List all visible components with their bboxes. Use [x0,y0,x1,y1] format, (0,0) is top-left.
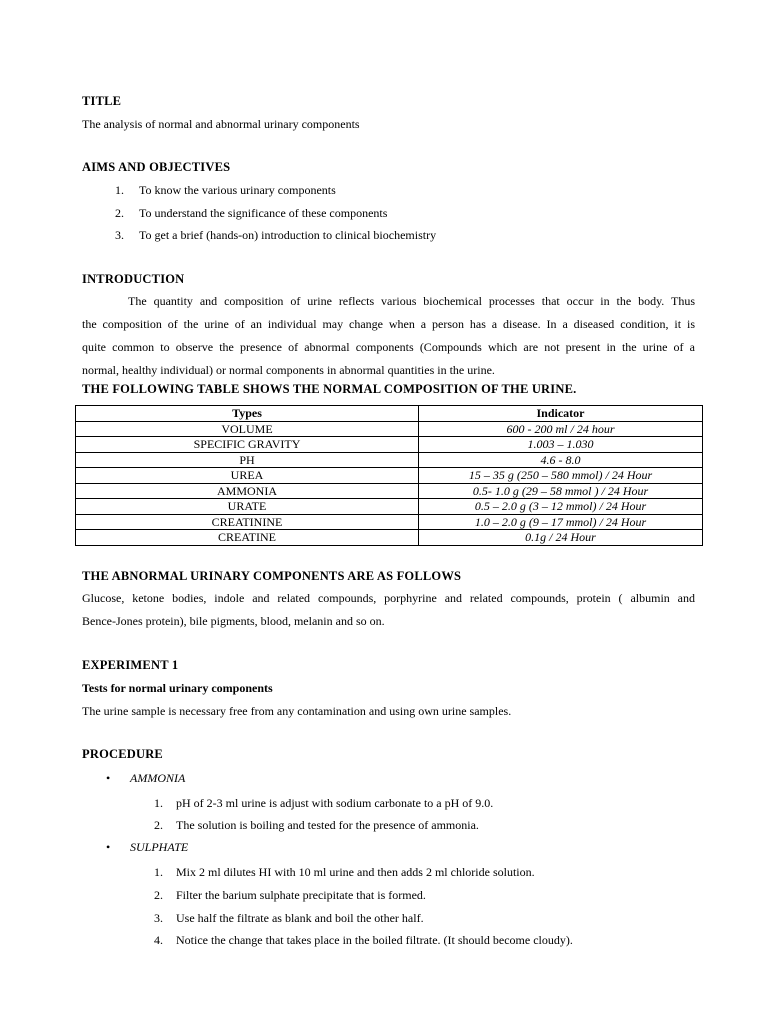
table-heading: THE FOLLOWING TABLE SHOWS THE NORMAL COMPOSITION OF THE URINE. [82,382,577,396]
procedure-heading: PROCEDURE [82,747,163,761]
table-row [76,499,703,515]
aim-text: To know the various urinary components [139,183,336,197]
procedure-step [154,796,493,811]
indicator-cell: 1.003 – 1.030 [419,437,703,453]
indicator-cell: 1.0 – 2.0 g (9 – 17 mmol) / 24 Hour [419,514,703,530]
header-indicator: Indicator [419,406,703,422]
procedure-step [154,818,479,833]
bullet-icon: • [106,771,111,785]
step-number: 1. [154,796,163,810]
bullet-label: AMMONIA [130,771,186,785]
type-cell: CREATINE [76,530,419,546]
step-number: 3. [154,911,163,925]
aim-text: To get a brief (hands-on) introduction to clinical biochemistry [139,228,437,242]
table-row [76,514,703,530]
procedure-bullet-sulphate [106,840,188,855]
introduction-paragraph [82,290,695,382]
table-row [76,437,703,453]
procedure-step [154,888,426,903]
title-text: The analysis of normal and abnormal urinary components [82,117,360,131]
bullet-label: SULPHATE [130,840,189,854]
type-cell: AMMONIA [76,483,419,499]
table-row [76,530,703,546]
procedure-step [154,933,573,948]
composition-table [75,405,703,546]
indicator-cell: 15 – 35 g (250 – 580 mmol) / 24 Hour [419,468,703,484]
aim-item [115,228,436,243]
bullet-icon: • [106,840,111,854]
abnormal-line: Glucose, ketone bodies, indole and related compounds, porphyrine and related compounds, protein ( albumin and [82,591,695,605]
experiment-text: The urine sample is necessary free from any contamination and using own urine samples. [82,704,512,718]
title-heading: TITLE [82,94,122,108]
step-text: Mix 2 ml dilutes HI with 10 ml urine and then adds 2 ml chloride solution. [176,865,535,879]
experiment-heading: EXPERIMENT 1 [82,658,179,672]
intro-line: normal, healthy individual) or normal components in abnormal quantities in the urine. [82,363,495,377]
step-text: Filter the barium sulphate precipitate that is formed. [176,888,426,902]
aim-text: To understand the significance of these components [139,206,388,220]
header-types: Types [76,406,419,422]
step-text: Use half the filtrate as blank and boil the other half. [176,911,424,925]
step-number: 4. [154,933,163,947]
indicator-cell: 4.6 - 8.0 [419,452,703,468]
step-number: 2. [154,888,163,902]
step-text: Notice the change that takes place in the boiled filtrate. (It should become cloudy). [176,933,573,947]
table-row [76,468,703,484]
procedure-step [154,865,535,880]
intro-line: the composition of the urine of an individual may change when a person has a disease. In a diseased condition, it is [82,317,695,331]
indicator-cell: 0.1g / 24 Hour [419,530,703,546]
intro-line: quite common to observe the presence of abnormal components (Compounds which are not present in the urine of a [82,340,695,354]
procedure-bullet-ammonia [106,771,185,786]
step-number: 1. [154,865,163,879]
step-text: pH of 2-3 ml urine is adjust with sodium carbonate to a pH of 9.0. [176,796,494,810]
type-cell: UREA [76,468,419,484]
aim-item [115,183,336,198]
step-number: 2. [154,818,163,832]
table-row [76,483,703,499]
procedure-step [154,911,424,926]
indicator-cell: 0.5 – 2.0 g (3 – 12 mmol) / 24 Hour [419,499,703,515]
abnormal-heading: THE ABNORMAL URINARY COMPONENTS ARE AS FOLLOWS [82,569,462,583]
type-cell: URATE [76,499,419,515]
table-row [76,452,703,468]
type-cell: SPECIFIC GRAVITY [76,437,419,453]
abnormal-paragraph [82,587,695,633]
indicator-cell: 600 - 200 ml / 24 hour [419,421,703,437]
abnormal-line: Bence-Jones protein), bile pigments, blood, melanin and so on. [82,614,385,628]
indicator-cell: 0.5- 1.0 g (29 – 58 mmol ) / 24 Hour [419,483,703,499]
experiment-subheading: Tests for normal urinary components [82,681,273,695]
type-cell: PH [76,452,419,468]
step-text: The solution is boiling and tested for the presence of ammonia. [176,818,479,832]
type-cell: VOLUME [76,421,419,437]
table-row [76,421,703,437]
table-header-row [76,406,703,422]
introduction-heading: INTRODUCTION [82,272,185,286]
type-cell: CREATININE [76,514,419,530]
intro-line: The quantity and composition of urine reflects various biochemical processes that occur in the body. Thus [128,294,695,308]
aims-heading: AIMS AND OBJECTIVES [82,160,231,174]
aim-number: 3. [115,228,124,242]
aim-item [115,206,387,221]
aim-number: 1. [115,183,124,197]
aim-number: 2. [115,206,124,220]
